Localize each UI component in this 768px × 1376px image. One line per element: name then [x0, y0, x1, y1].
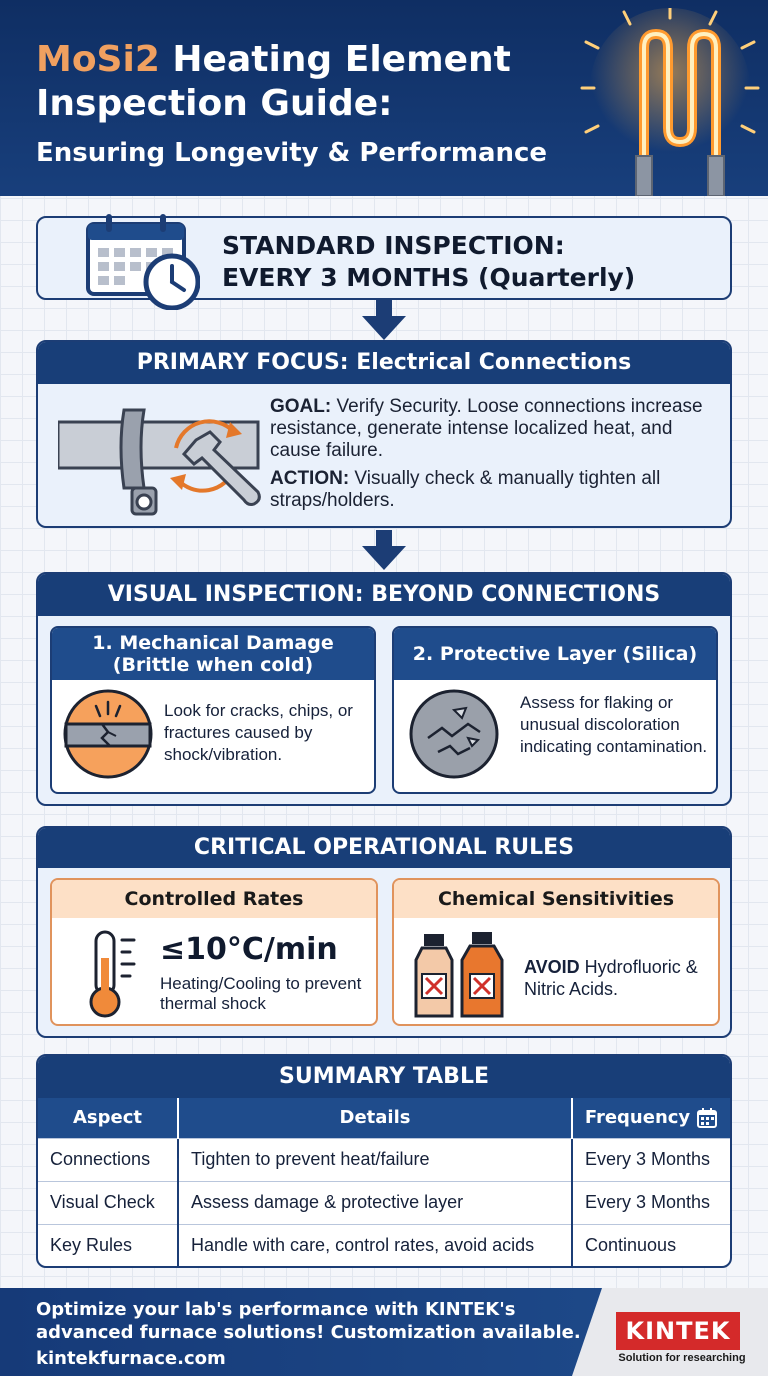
- logo-tagline: Solution for researching: [618, 1352, 746, 1364]
- mechanical-damage-panel: [50, 626, 376, 794]
- controlled-rates-panel: [50, 878, 378, 1026]
- mechanical-damage-title: [52, 628, 374, 680]
- mechanical-damage-text: Look for cracks, chips, or fractures caused by shock/vibration.: [164, 701, 353, 764]
- table-header-row: [38, 1098, 730, 1138]
- protective-layer-panel: [392, 626, 718, 794]
- table-row: [38, 1138, 730, 1181]
- calendar-clock-icon: [50, 210, 200, 310]
- chemical-sensitivities-panel: [392, 878, 720, 1026]
- visual-inspection-heading: VISUAL INSPECTION: BEYOND CONNECTIONS: [38, 574, 730, 616]
- mechanical-title-line-2: (Brittle when cold): [112, 654, 314, 676]
- standard-line-2: EVERY 3 MONTHS (Quarterly): [222, 263, 636, 292]
- arrow-down-icon: [358, 530, 410, 570]
- goal-body: Verify Security. Loose connections increase resistance, generate intense localized heat, and cause failure.: [270, 396, 703, 461]
- table-cell: Continuous: [572, 1224, 730, 1267]
- controlled-rates-title: Controlled Rates: [52, 880, 376, 918]
- table-row: [38, 1224, 730, 1267]
- table-row: [38, 1181, 730, 1224]
- table-cell: Connections: [38, 1138, 178, 1181]
- thermometer-icon: [86, 928, 146, 1020]
- chemical-sensitivities-title: Chemical Sensitivities: [394, 880, 718, 918]
- clamp-wrench-icon: [58, 392, 278, 520]
- column-header-aspect: Aspect: [38, 1098, 178, 1138]
- kintek-logo[interactable]: KINTEK: [616, 1312, 740, 1350]
- protective-layer-text: Assess for flaking or unusual discoloration indicating contamination.: [520, 693, 708, 756]
- acid-bottles-icon: [414, 930, 510, 1020]
- mechanical-title-line-1: 1. Mechanical Damage: [92, 632, 334, 654]
- visual-inspection-card: [36, 572, 732, 806]
- table-cell: Every 3 Months: [572, 1138, 730, 1181]
- table-cell: Every 3 Months: [572, 1181, 730, 1224]
- summary-table-card: [36, 1054, 732, 1268]
- header-banner: [0, 0, 768, 196]
- action-text: [270, 468, 720, 512]
- website-link[interactable]: kintekfurnace.com: [36, 1348, 226, 1369]
- rate-limit-value: ≤10°C/min: [160, 932, 338, 967]
- table-cell: Handle with care, control rates, avoid acids: [178, 1224, 572, 1267]
- promo-text: Optimize your lab's performance with KINTEK's advanced furnace solutions! Customization available.: [36, 1299, 581, 1343]
- column-header-frequency: [572, 1098, 730, 1138]
- heating-element-icon: [580, 8, 760, 196]
- cracked-element-icon: [62, 688, 154, 780]
- action-label: ACTION:: [270, 468, 350, 489]
- acids-text: Hydrofluoric & Nitric Acids.: [524, 957, 698, 999]
- arrow-down-icon: [358, 300, 410, 340]
- primary-focus-card: [36, 340, 732, 528]
- action-body: Visually check & manually tighten all straps/holders.: [270, 468, 661, 511]
- critical-rules-card: [36, 826, 732, 1038]
- standard-line-1: STANDARD INSPECTION:: [222, 231, 565, 260]
- flaking-surface-icon: [408, 688, 500, 780]
- primary-focus-heading: PRIMARY FOCUS: Electrical Connections: [38, 342, 730, 384]
- critical-rules-heading: CRITICAL OPERATIONAL RULES: [38, 828, 730, 868]
- frequency-label: Frequency: [584, 1106, 691, 1128]
- protective-layer-title: 2. Protective Layer (Silica): [394, 628, 716, 680]
- column-header-details: Details: [178, 1098, 572, 1138]
- title-accent: MoSi2: [36, 39, 160, 80]
- rate-limit-text: Heating/Cooling to prevent thermal shock: [160, 974, 362, 1013]
- goal-text: [270, 396, 720, 462]
- page-title: [36, 38, 596, 126]
- goal-label: GOAL:: [270, 396, 332, 417]
- standard-inspection-text: [222, 230, 635, 294]
- title-rest: Heating Element Inspection Guide:: [36, 39, 511, 124]
- page-subtitle: Ensuring Longevity & Performance: [36, 138, 548, 168]
- chemical-sensitivities-text: [524, 956, 710, 1000]
- table-cell: Assess damage & protective layer: [178, 1181, 572, 1224]
- table-cell: Key Rules: [38, 1224, 178, 1267]
- avoid-label: AVOID: [524, 957, 580, 977]
- table-cell: Tighten to prevent heat/failure: [178, 1138, 572, 1181]
- table-cell: Visual Check: [38, 1181, 178, 1224]
- footer-banner: [0, 1288, 768, 1376]
- summary-table: [38, 1098, 730, 1267]
- summary-table-heading: SUMMARY TABLE: [38, 1056, 730, 1098]
- calendar-icon: [696, 1107, 718, 1129]
